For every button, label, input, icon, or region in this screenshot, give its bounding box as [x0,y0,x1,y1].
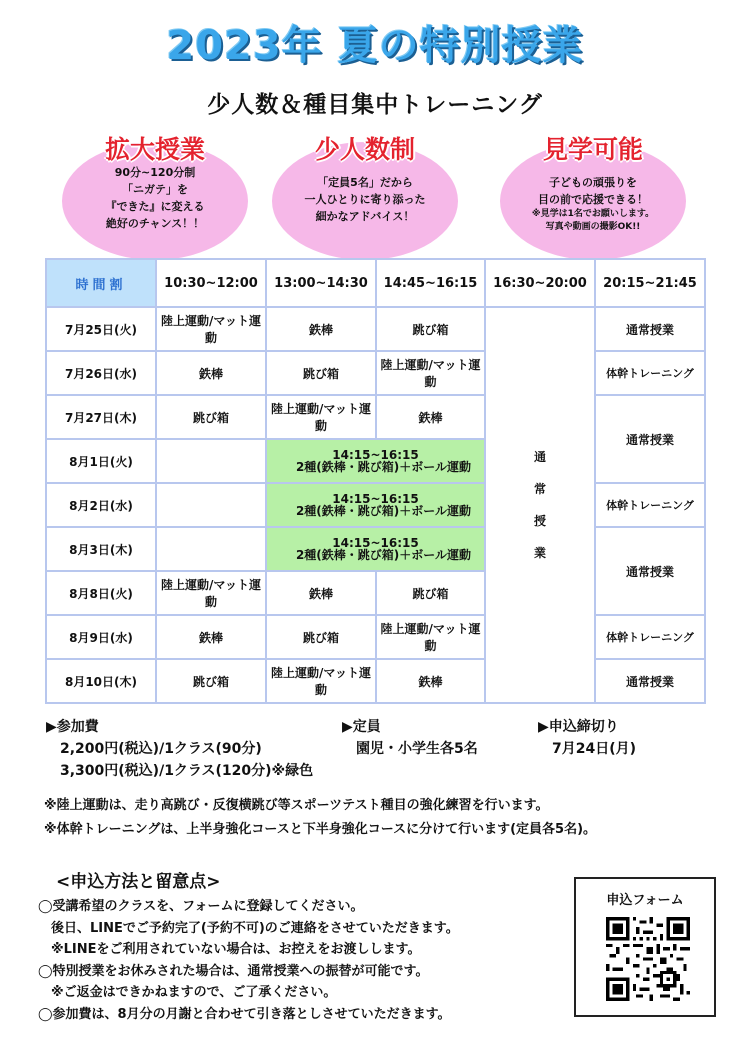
howto-list [38,896,578,1025]
feature-title: 拡大授業 [104,135,205,164]
special-class-content: 2種(鉄棒・跳び箱)＋ボール運動 [295,548,472,562]
table-row [46,483,705,527]
howto-line: ※LINEをご利用されていない場合は、お控えをお渡しします。 [38,942,421,957]
class-cell [156,439,266,483]
application-form-box [574,877,716,1017]
late-class-cell: 通常授業 [595,527,705,615]
feature-line: 細かなアドバイス！ [315,210,415,223]
special-class-time: 14:15~16:15 [332,492,419,506]
date-cell: 8月9日(水) [46,615,156,659]
feature-title: 少人数制 [314,135,415,164]
fee-section [46,716,313,782]
fee-line: 2,200円(税込)/1クラス(90分) [60,741,262,757]
deadline-section [538,716,636,760]
feature-line: 『できた』に変える [105,200,205,213]
note-core-training: ※体幹トレーニングは、上半身強化コースと下半身強化コースに分けて行います(定員各5名)。 [44,822,597,837]
special-class-cell [266,439,485,483]
howto-line: ◯参加費は、8月分の月謝と合わせて引き落としさせていただきます。 [38,1006,451,1022]
feature-line: 子どもの頑張りを [549,176,637,189]
date-cell: 8月8日(火) [46,571,156,615]
note-athletics: ※陸上運動は、走り高跳び・反復横跳び等スポーツテスト種目の強化練習を行います。 [44,798,549,813]
regular-class-cell [485,307,595,703]
date-cell: 7月27日(木) [46,395,156,439]
class-cell: 跳び箱 [376,307,485,351]
class-cell: 陸上運動/マット運動 [376,351,485,395]
class-cell: 跳び箱 [376,571,485,615]
class-cell: 陸上運動/マット運動 [156,571,266,615]
capacity-label: ▶定員 [342,719,381,735]
class-cell: 跳び箱 [156,395,266,439]
feature-line: 「ニガテ」を [122,183,188,196]
date-cell: 8月2日(水) [46,483,156,527]
class-cell: 跳び箱 [156,659,266,703]
feature-line: 一人ひとりに寄り添った [304,193,426,206]
late-class-cell: 体幹トレーニング [595,483,705,527]
class-cell: 鉄棒 [156,615,266,659]
feature-line: 目の前で応援できる！ [538,193,648,206]
timetable-header-row [46,259,705,307]
date-cell: 7月25日(火) [46,307,156,351]
late-class-cell: 体幹トレーニング [595,351,705,395]
special-class-cell [266,527,485,571]
feature-line: 絶好のチャンス！！ [105,217,205,230]
deadline-label: ▶申込締切り [538,719,619,735]
howto-line: ◯受講希望のクラスを、フォームに登録してください。 [38,899,364,914]
fee-label: ▶参加費 [46,719,99,735]
class-cell: 陸上運動/マット運動 [266,659,376,703]
howto-line: 後日、LINEでご予約完了(予約不可)のご連絡をさせていただきます。 [38,920,459,936]
date-cell: 8月3日(木) [46,527,156,571]
regular-class-char: 通 [533,450,546,464]
class-cell: 陸上運動/マット運動 [376,615,485,659]
date-cell: 7月26日(水) [46,351,156,395]
feature-body [282,174,448,225]
column-header: 10:30~12:00 [156,259,266,307]
date-cell: 8月1日(火) [46,439,156,483]
table-row [46,615,705,659]
class-cell: 鉄棒 [376,659,485,703]
capacity-value: 園児・小学生各5名 [356,741,478,757]
late-class-cell: 通常授業 [595,307,705,351]
column-header: 13:00~14:30 [266,259,376,307]
class-cell [156,527,266,571]
feature-body [72,164,238,232]
class-cell: 跳び箱 [266,615,376,659]
special-class-content: 2種(鉄棒・跳び箱)＋ボール運動 [295,460,472,474]
regular-class-char: 業 [533,546,546,560]
table-row [46,307,705,351]
column-header: 20:15~21:45 [595,259,705,307]
class-cell: 鉄棒 [156,351,266,395]
fee-line: 3,300円(税込)/1クラス(120分)※緑色 [60,763,314,779]
special-class-content: 2種(鉄棒・跳び箱)＋ボール運動 [295,504,472,518]
class-cell: 陸上運動/マット運動 [266,395,376,439]
howto-line: ※ご返金はできかねますので、ご了承ください。 [38,985,337,1000]
special-class-time: 14:15~16:15 [332,536,419,550]
table-row [46,659,705,703]
class-cell: 鉄棒 [266,307,376,351]
special-class-cell [266,483,485,527]
feature-note: ※見学は1名でお願いします。 写真や動画の撮影OK!! [531,209,655,232]
page-subtitle: 少人数＆種目集中トレーニング [207,92,543,118]
table-row [46,351,705,395]
feature-bubble-observation [500,135,686,260]
feature-bubble-small-group [272,135,458,260]
capacity-section [342,716,478,760]
column-header: 14:45~16:15 [376,259,485,307]
deadline-value: 7月24日(月) [552,741,637,757]
class-cell: 鉄棒 [266,571,376,615]
feature-bubble-expanded [62,135,248,260]
timetable-corner: 時間割 [46,259,156,307]
feature-line: 「定員5名」だから [317,176,413,189]
class-cell: 鉄棒 [376,395,485,439]
page-title: 2023年 夏の特別授業 [166,23,584,69]
class-cell: 陸上運動/マット運動 [156,307,266,351]
form-label: 申込フォーム [606,893,684,908]
special-class-time: 14:15~16:15 [332,448,419,462]
late-class-cell: 通常授業 [595,395,705,483]
timetable [45,258,706,704]
qr-code-icon[interactable] [606,917,690,1001]
column-header: 16:30~20:00 [485,259,595,307]
table-row [46,395,705,439]
feature-body [510,174,676,234]
howto-line: ◯特別授業をお休みされた場合は、通常授業への振替が可能です。 [38,963,429,979]
feature-line: 90分~120分制 [114,166,196,179]
class-cell: 跳び箱 [266,351,376,395]
late-class-cell: 通常授業 [595,659,705,703]
howto-title: <申込方法と留意点> [56,872,221,892]
late-class-cell: 体幹トレーニング [595,615,705,659]
regular-class-char: 授 [533,514,546,528]
feature-title: 見学可能 [542,135,643,164]
date-cell: 8月10日(木) [46,659,156,703]
table-row [46,527,705,571]
class-cell [156,483,266,527]
regular-class-char: 常 [533,482,546,496]
